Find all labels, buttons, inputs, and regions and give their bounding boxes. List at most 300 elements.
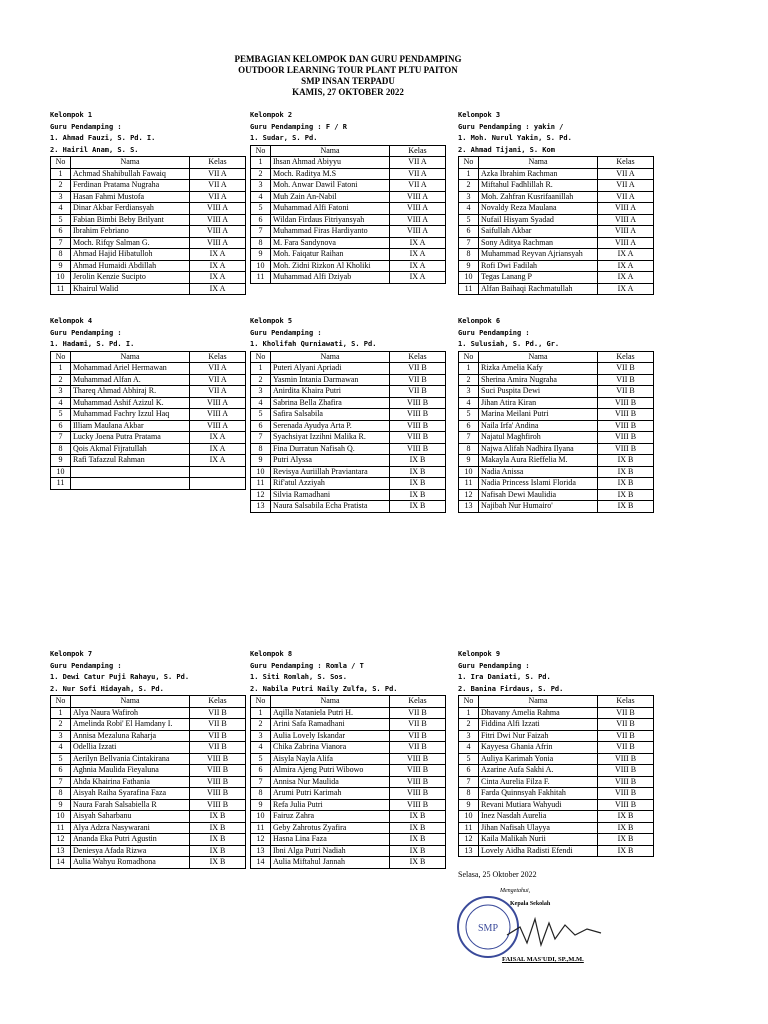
table-row (459, 455, 654, 467)
guru-label: Guru Pendamping : (458, 661, 530, 670)
student-number: 12 (459, 489, 479, 501)
table-header-row (51, 351, 246, 363)
student-number: 6 (459, 226, 479, 238)
student-name: Annisa Nur Maulida (271, 776, 390, 788)
student-class: VII A (190, 386, 246, 398)
student-name: Rizka Amelia Kafy (479, 363, 598, 375)
column-header-nama: Nama (71, 351, 190, 363)
table-row (459, 822, 654, 834)
student-class: VIII B (390, 443, 446, 455)
student-class: VIII B (598, 397, 654, 409)
table-row (251, 845, 446, 857)
student-number: 12 (459, 834, 479, 846)
group-1 (50, 110, 230, 295)
student-name: Revani Mutiara Wahyudi (479, 799, 598, 811)
student-class: VIII B (390, 432, 446, 444)
student-name: Deniesya Afada Rizwa (71, 845, 190, 857)
table-row (51, 191, 246, 203)
table-row (459, 272, 654, 284)
table-row (459, 214, 654, 226)
guru-name: 1. Siti Romlah, S. Sos. (250, 673, 347, 681)
student-class (190, 466, 246, 478)
student-class: IX A (390, 249, 446, 261)
table-row (459, 363, 654, 375)
student-name: Moch. Raditya M.S (271, 168, 390, 180)
student-name: Yasmin Intania Darmawan (271, 374, 390, 386)
student-number: 2 (51, 374, 71, 386)
table-row (51, 822, 246, 834)
student-class: VII B (390, 363, 446, 375)
student-number: 10 (459, 466, 479, 478)
column-header-no: No (51, 351, 71, 363)
table-row (459, 432, 654, 444)
table-row (51, 466, 246, 478)
guru-name: 1. Ira Daniati, S. Pd. (458, 673, 551, 681)
column-header-kelas: Kelas (190, 157, 246, 169)
student-class: VII A (390, 180, 446, 192)
student-number: 10 (459, 272, 479, 284)
table-row (251, 822, 446, 834)
student-class: VII B (598, 363, 654, 375)
student-class: VIII B (598, 753, 654, 765)
table-row (459, 765, 654, 777)
table-row (459, 168, 654, 180)
student-number: 4 (51, 397, 71, 409)
column-header-no: No (251, 351, 271, 363)
student-name: Muhammad Alfi Dziyab (271, 272, 390, 284)
table-row (251, 742, 446, 754)
student-class: VIII B (598, 432, 654, 444)
student-class: VIII A (190, 397, 246, 409)
student-number: 13 (51, 845, 71, 857)
student-class: IX B (190, 845, 246, 857)
student-number: 4 (51, 203, 71, 215)
student-class: VIII A (190, 409, 246, 421)
table-row (459, 489, 654, 501)
student-name: Hasan Fahmi Mustofa (71, 191, 190, 203)
student-name: Muhammad Firas Hardiyanto (271, 226, 390, 238)
student-name: Nadia Anissa (479, 466, 598, 478)
table-row (459, 420, 654, 432)
student-name: Anirdita Khaira Putri (271, 386, 390, 398)
student-number: 3 (51, 191, 71, 203)
table-row (459, 776, 654, 788)
table-header-row (251, 351, 446, 363)
student-number: 3 (251, 730, 271, 742)
student-name: Putri Alyssa (271, 455, 390, 467)
table-row (51, 432, 246, 444)
table-row (251, 719, 446, 731)
student-number: 1 (251, 363, 271, 375)
student-number: 11 (51, 822, 71, 834)
student-class: VIII A (190, 226, 246, 238)
table-row (459, 811, 654, 823)
table-row (51, 237, 246, 249)
student-class: VIII A (598, 226, 654, 238)
student-number: 5 (251, 409, 271, 421)
guru-name: 2. Nabila Putri Naily Zulfa, S. Pd. (250, 684, 398, 693)
table-row (459, 203, 654, 215)
table-header-row (251, 145, 446, 157)
student-class: VIII A (190, 214, 246, 226)
student-name: Annisa Mezaluna Raharja (71, 730, 190, 742)
student-table (250, 145, 446, 284)
student-number: 13 (251, 501, 271, 513)
column-header-kelas: Kelas (190, 351, 246, 363)
student-name: Khairul Walid (71, 283, 190, 295)
student-name: Mohammad Ariel Hermawan (71, 363, 190, 375)
student-name: Nafisah Dewi Maulidia (479, 489, 598, 501)
student-number: 1 (459, 363, 479, 375)
student-name: Geby Zahrotus Zyafira (271, 822, 390, 834)
student-number: 12 (251, 489, 271, 501)
student-class: VIII B (598, 788, 654, 800)
column-header-no: No (51, 157, 71, 169)
student-name: Miftahul Fadhlillah R. (479, 180, 598, 192)
student-class: IX A (598, 249, 654, 261)
student-class: VII A (390, 168, 446, 180)
student-number: 9 (459, 260, 479, 272)
student-class: IX B (598, 822, 654, 834)
table-row (251, 443, 446, 455)
student-number: 2 (459, 180, 479, 192)
table-row (459, 226, 654, 238)
table-row (251, 203, 446, 215)
student-number: 7 (251, 432, 271, 444)
student-name: Refa Julia Putri (271, 799, 390, 811)
student-number: 13 (459, 501, 479, 513)
student-name: Jerolin Kenzie Sucipto (71, 272, 190, 284)
student-number: 12 (251, 834, 271, 846)
student-name: Kayyesa Ghania Afrin (479, 742, 598, 754)
table-row (251, 214, 446, 226)
column-header-nama: Nama (271, 696, 390, 708)
table-row (251, 374, 446, 386)
table-row (251, 730, 446, 742)
student-class: VII A (390, 157, 446, 169)
table-row (459, 283, 654, 295)
column-header-nama: Nama (479, 351, 598, 363)
student-name: Lovely Aidha Radisti Efendi (479, 845, 598, 857)
student-class: VIII B (390, 776, 446, 788)
student-number: 10 (51, 466, 71, 478)
student-name: Moh. Faiqatur Raihan (271, 249, 390, 261)
student-name: Wildan Firdaus Fitriyansyah (271, 214, 390, 226)
table-row (51, 363, 246, 375)
table-row (251, 776, 446, 788)
table-row (459, 707, 654, 719)
student-number: 11 (459, 822, 479, 834)
student-number: 3 (51, 386, 71, 398)
student-name: Naura Salsabila Echa Pratista (271, 501, 390, 513)
table-row (459, 443, 654, 455)
student-name: Moh. Anwar Dawil Fatoni (271, 180, 390, 192)
table-row (459, 834, 654, 846)
table-row (51, 799, 246, 811)
student-number: 4 (251, 191, 271, 203)
group-title: Kelompok 8 (250, 650, 293, 658)
student-name: Alfan Baihaqi Rachmatullah (479, 283, 598, 295)
student-name: Ananda Eka Putri Agustin (71, 834, 190, 846)
table-header-row (251, 696, 446, 708)
student-number: 1 (51, 363, 71, 375)
column-header-nama: Nama (479, 696, 598, 708)
student-class: VIII B (598, 420, 654, 432)
student-class: VII B (390, 719, 446, 731)
student-class: VIII B (190, 753, 246, 765)
student-class: VII B (598, 374, 654, 386)
student-class: IX A (190, 260, 246, 272)
student-class: IX B (190, 857, 246, 869)
table-row (251, 191, 446, 203)
table-row (459, 742, 654, 754)
student-class: IX A (598, 260, 654, 272)
column-header-kelas: Kelas (598, 351, 654, 363)
student-number: 8 (459, 443, 479, 455)
mengetahui-label: Mengetahui, (500, 888, 531, 894)
student-number: 9 (251, 249, 271, 261)
student-class: IX B (190, 822, 246, 834)
student-class: VIII A (598, 203, 654, 215)
student-number: 6 (251, 214, 271, 226)
student-number: 4 (251, 742, 271, 754)
guru-name: 2. Hairil Anam, S. S. (50, 145, 139, 154)
student-class: IX B (390, 478, 446, 490)
table-row (51, 374, 246, 386)
student-number: 5 (51, 753, 71, 765)
table-row (251, 857, 446, 869)
table-row (251, 363, 446, 375)
table-row (51, 845, 246, 857)
student-number: 8 (251, 443, 271, 455)
table-row (51, 397, 246, 409)
student-class: IX B (390, 834, 446, 846)
student-number: 11 (459, 283, 479, 295)
table-row (51, 857, 246, 869)
student-class: VII B (390, 742, 446, 754)
column-header-kelas: Kelas (598, 696, 654, 708)
student-class: IX B (598, 845, 654, 857)
student-class: VIII B (390, 397, 446, 409)
student-class: VIII A (390, 203, 446, 215)
student-number: 11 (251, 822, 271, 834)
table-row (459, 237, 654, 249)
table-row (459, 799, 654, 811)
student-name: Lucky Joena Putra Pratama (71, 432, 190, 444)
student-name: Alya Naura Wafiroh (71, 707, 190, 719)
student-name: Alya Adzra Nasywarani (71, 822, 190, 834)
student-name: Fabian Bimbi Beby Brilyant (71, 214, 190, 226)
student-table (458, 351, 654, 513)
student-class: VIII A (190, 420, 246, 432)
table-row (251, 420, 446, 432)
table-row (51, 788, 246, 800)
student-name: Syachsiyat Izzihni Malika R. (271, 432, 390, 444)
guru-name: 2. Banina Firdaus, S. Pd. (458, 684, 564, 693)
student-number: 7 (459, 237, 479, 249)
student-number: 4 (459, 742, 479, 754)
student-class: IX B (598, 489, 654, 501)
student-table (250, 351, 446, 513)
student-name: Aisyah Saharbanu (71, 811, 190, 823)
student-name: Makayla Aura Rieffelia M. (479, 455, 598, 467)
guru-name: 1. Sudar, S. Pd. (250, 134, 318, 142)
student-number: 5 (51, 214, 71, 226)
student-class: VII A (598, 180, 654, 192)
student-name: Chika Zabrina Vianora (271, 742, 390, 754)
group-title: Kelompok 2 (250, 111, 293, 119)
student-number: 8 (51, 443, 71, 455)
student-number: 10 (51, 272, 71, 284)
table-row (51, 811, 246, 823)
student-number: 6 (51, 765, 71, 777)
table-row (251, 260, 446, 272)
student-number: 2 (251, 374, 271, 386)
student-class: IX B (390, 845, 446, 857)
student-number: 5 (459, 753, 479, 765)
student-number: 6 (251, 420, 271, 432)
student-name: Ferdinan Pratama Nugraha (71, 180, 190, 192)
table-row (251, 237, 446, 249)
group-title: Kelompok 7 (50, 650, 93, 658)
student-class: VII B (390, 707, 446, 719)
student-class: VIII B (190, 765, 246, 777)
column-header-kelas: Kelas (390, 351, 446, 363)
table-row (251, 753, 446, 765)
student-class: VII A (598, 168, 654, 180)
table-row (251, 168, 446, 180)
table-row (51, 226, 246, 238)
student-class: VII B (190, 707, 246, 719)
student-name: Najibah Nur Humairo' (479, 501, 598, 513)
student-class: IX B (598, 478, 654, 490)
student-number: 10 (251, 811, 271, 823)
student-name: Aisyla Nayla Alifa (271, 753, 390, 765)
student-name: Tegas Lanang P (479, 272, 598, 284)
student-name: Rafi Tafazzul Rahman (71, 455, 190, 467)
guru-name: 1. Hadami, S. Pd. I. (50, 340, 135, 348)
student-number: 3 (51, 730, 71, 742)
student-name: Muh Zain An-Nabil (271, 191, 390, 203)
student-number: 7 (251, 776, 271, 788)
student-name: Hasna Lina Faza (271, 834, 390, 846)
student-class: IX B (390, 466, 446, 478)
student-table (250, 695, 446, 869)
group-title: Kelompok 6 (458, 317, 501, 325)
student-name: Najwa Alifah Nadhira Ilyana (479, 443, 598, 455)
student-name: Sherina Amira Nugraha (479, 374, 598, 386)
student-name: Aqilla Nataniela Putri H. (271, 707, 390, 719)
student-name: Aulia Miftahul Jannah (271, 857, 390, 869)
table-row (251, 397, 446, 409)
student-number: 9 (459, 799, 479, 811)
student-name: Rofi Dwi Fadilah (479, 260, 598, 272)
column-header-nama: Nama (479, 157, 598, 169)
guru-label: Guru Pendamping : (50, 661, 122, 670)
student-number: 6 (51, 420, 71, 432)
student-name: Silvia Ramadhani (271, 489, 390, 501)
student-name: Serenada Ayudya Arta P. (271, 420, 390, 432)
table-row (51, 455, 246, 467)
student-number: 3 (459, 386, 479, 398)
group-8 (250, 649, 430, 869)
table-row (459, 374, 654, 386)
student-class: VII B (598, 742, 654, 754)
student-name: Arini Safa Ramadhani (271, 719, 390, 731)
student-number: 10 (459, 811, 479, 823)
student-name: Ahmad Humaidi Abdillah (71, 260, 190, 272)
student-class: VIII B (390, 753, 446, 765)
student-number: 6 (459, 765, 479, 777)
student-number: 8 (51, 788, 71, 800)
table-row (51, 409, 246, 421)
group-4 (50, 316, 230, 490)
student-number: 2 (251, 719, 271, 731)
student-name: Azarine Aufa Sakhi A. (479, 765, 598, 777)
table-row (51, 478, 246, 490)
column-header-nama: Nama (271, 145, 390, 157)
table-row (459, 386, 654, 398)
student-class: IX B (598, 466, 654, 478)
student-class: IX A (598, 272, 654, 284)
student-number: 3 (251, 180, 271, 192)
table-row (459, 753, 654, 765)
student-name: Odellia Izzati (71, 742, 190, 754)
student-name: Ahmad Hajid Hibatulloh (71, 249, 190, 261)
student-number: 7 (51, 432, 71, 444)
table-row (459, 730, 654, 742)
title-line-4: KAMIS, 27 OKTOBER 2022 (292, 87, 404, 97)
student-name: Marina Meilani Putri (479, 409, 598, 421)
column-header-no: No (251, 696, 271, 708)
student-class: IX B (598, 834, 654, 846)
table-row (251, 432, 446, 444)
student-name: Ahda Khairina Fathania (71, 776, 190, 788)
student-number: 3 (459, 191, 479, 203)
table-row (251, 466, 446, 478)
student-class: VIII B (598, 765, 654, 777)
student-class: VIII B (390, 799, 446, 811)
student-number: 13 (251, 845, 271, 857)
table-header-row (459, 696, 654, 708)
table-row (51, 283, 246, 295)
group-title: Kelompok 1 (50, 111, 93, 119)
student-table (50, 695, 246, 869)
student-name: Novaldy Reza Maulana (479, 203, 598, 215)
student-table (458, 156, 654, 295)
guru-name: 1. Dewi Catur Puji Rahayu, S. Pd. (50, 673, 190, 681)
table-row (51, 168, 246, 180)
student-class: IX B (598, 455, 654, 467)
doc-title (0, 54, 696, 98)
student-name: Aulia Wahyu Romadhona (71, 857, 190, 869)
student-number: 10 (51, 811, 71, 823)
table-row (459, 788, 654, 800)
student-number: 2 (459, 374, 479, 386)
table-row (51, 249, 246, 261)
table-row (459, 191, 654, 203)
student-number: 4 (251, 397, 271, 409)
table-row (251, 157, 446, 169)
student-class: VII A (190, 168, 246, 180)
guru-name: 2. Ahmad Tijani, S. Kom (458, 145, 555, 154)
student-name: Nufail Hisyam Syadad (479, 214, 598, 226)
column-header-no: No (459, 157, 479, 169)
student-class: IX A (390, 260, 446, 272)
student-name: Naura Farah Salsabiella R (71, 799, 190, 811)
student-name: Safira Salsabila (271, 409, 390, 421)
table-row (51, 443, 246, 455)
